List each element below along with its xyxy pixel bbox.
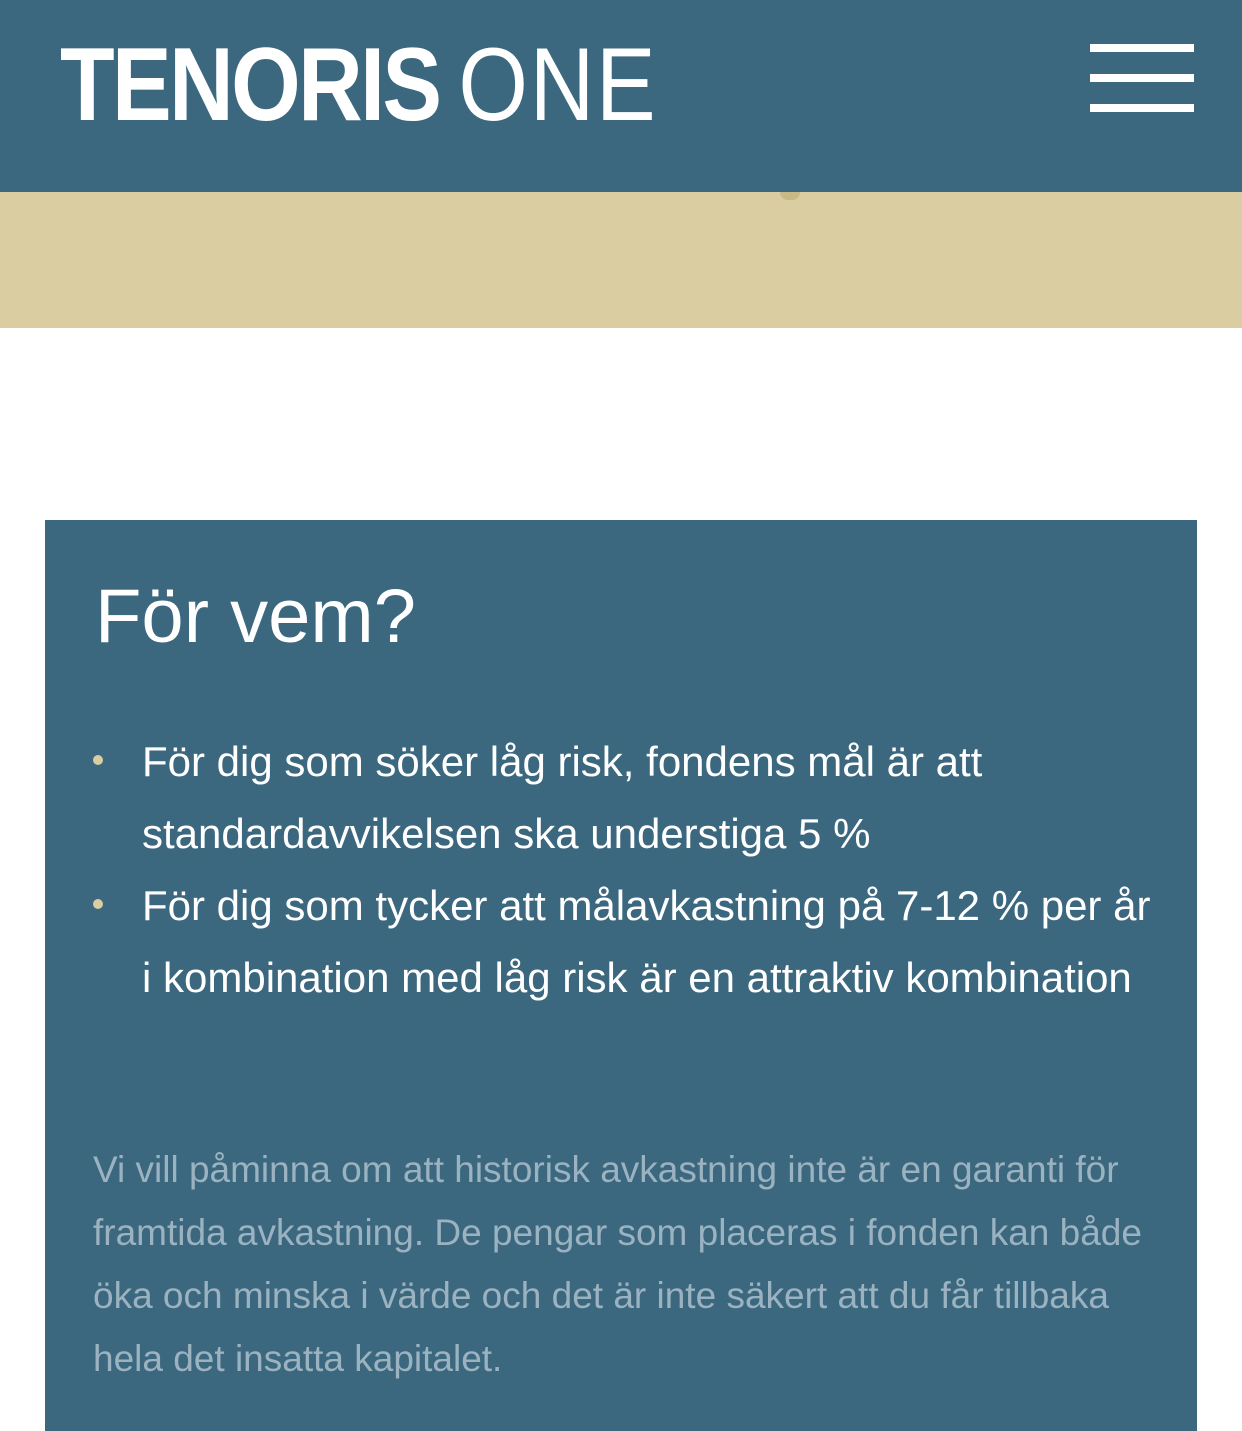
tenoris-one-logo[interactable] [60, 27, 658, 143]
audience-bullet-list [93, 726, 1153, 1014]
bullet-item [93, 726, 1153, 870]
bullet-item [93, 870, 1153, 1014]
menu-bar-bottom [1090, 104, 1194, 112]
risk-disclaimer: Vi vill påminna om att historisk avkastning inte är en garanti för framtida avkastning. De pengar som placeras i fonden kan både öka och minska i värde och det är inte säkert att du får tillbaka hela det insatta kapitalet. [93, 1149, 1142, 1379]
hero-banner [0, 192, 1242, 328]
bullet-text: För dig som söker låg risk, fondens mål är att standardavvikelsen ska understiga 5 % [142, 738, 983, 857]
bullet-text: För dig som tycker att målavkastning på 7-12 % per år i kombination med låg risk är en attraktiv kombination [142, 882, 1151, 1001]
bullet-dot-icon [93, 899, 103, 909]
bullet-dot-icon [93, 755, 103, 765]
menu-bar-middle [1090, 74, 1194, 82]
target-audience-card [45, 520, 1197, 1431]
menu-bar-top [1090, 44, 1194, 52]
logo-text-bold: TENORIS [60, 27, 440, 143]
banner-decoration [780, 192, 800, 200]
hamburger-menu-button[interactable] [1082, 36, 1202, 120]
site-header [0, 0, 1242, 192]
card-title: För vem? [95, 574, 416, 659]
logo-text-light: ONE [458, 27, 658, 143]
